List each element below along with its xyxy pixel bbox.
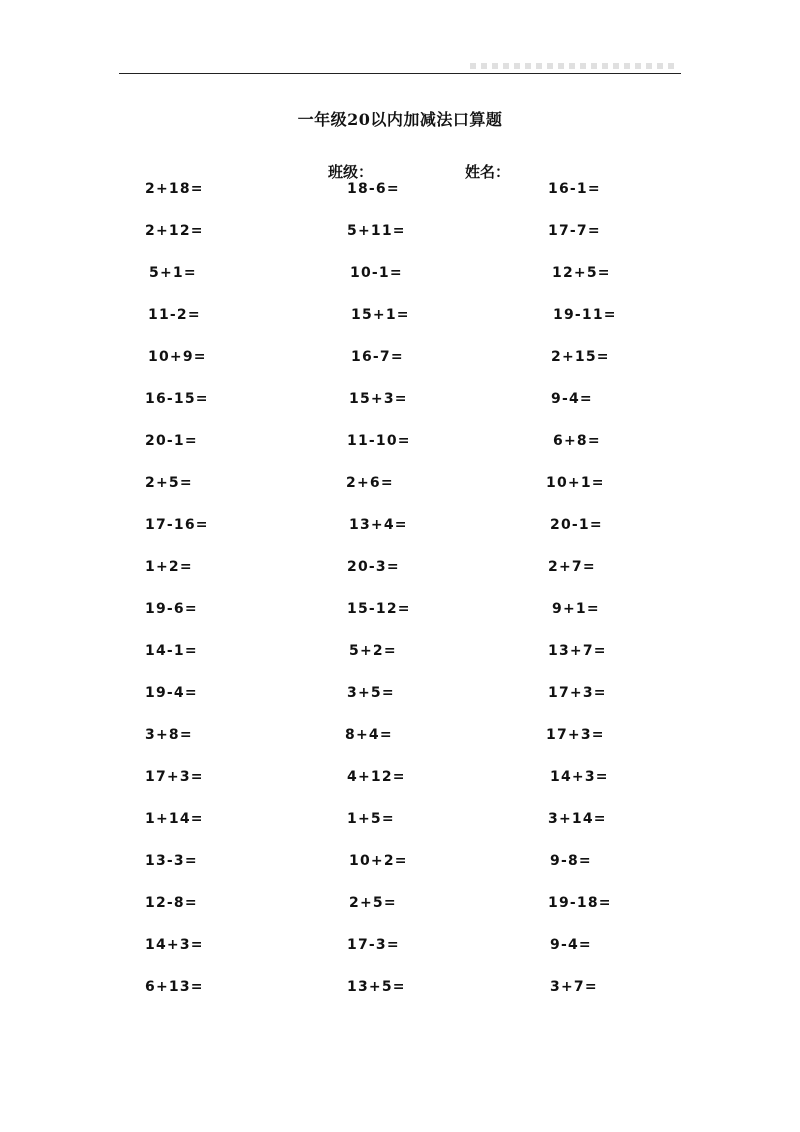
problem-row	[0, 555, 800, 597]
problem-row	[0, 723, 800, 765]
problem-item: 3+5=	[347, 685, 395, 701]
problem-row	[0, 639, 800, 681]
problem-item: 8+4=	[345, 727, 393, 743]
problem-item: 6+8=	[553, 433, 601, 449]
problem-row	[0, 387, 800, 429]
problem-item: 2+7=	[548, 559, 596, 575]
problem-item: 3+14=	[548, 811, 607, 827]
problem-item: 19-18=	[548, 895, 612, 911]
problem-item: 9+1=	[552, 601, 600, 617]
problem-item: 2+12=	[145, 223, 204, 239]
problem-grid	[0, 177, 800, 1017]
problem-item: 2+18=	[145, 181, 204, 197]
problem-item: 20-1=	[145, 433, 198, 449]
problem-item: 5+2=	[349, 643, 397, 659]
problem-row	[0, 345, 800, 387]
problem-item: 17-7=	[548, 223, 601, 239]
problem-item: 10+9=	[148, 349, 207, 365]
problem-item: 20-1=	[550, 517, 603, 533]
problem-item: 17-16=	[145, 517, 209, 533]
problem-item: 1+5=	[347, 811, 395, 827]
problem-item: 15+1=	[351, 307, 410, 323]
problem-item: 13-3=	[145, 853, 198, 869]
header-faint-text	[470, 63, 678, 69]
problem-item: 17-3=	[347, 937, 400, 953]
problem-item: 17+3=	[145, 769, 204, 785]
problem-row	[0, 261, 800, 303]
problem-item: 15+3=	[349, 391, 408, 407]
problem-item: 9-4=	[550, 937, 592, 953]
page-title: 一年级20以内加减法口算题	[297, 110, 503, 129]
problem-item: 6+13=	[145, 979, 204, 995]
problem-item: 16-15=	[145, 391, 209, 407]
problem-row	[0, 513, 800, 555]
problem-item: 2+15=	[551, 349, 610, 365]
problem-item: 14+3=	[550, 769, 609, 785]
problem-item: 10+2=	[349, 853, 408, 869]
problem-item: 3+8=	[145, 727, 193, 743]
problem-item: 3+7=	[550, 979, 598, 995]
problem-item: 19-6=	[145, 601, 198, 617]
problem-item: 16-1=	[548, 181, 601, 197]
problem-item: 17+3=	[546, 727, 605, 743]
problem-item: 9-4=	[551, 391, 593, 407]
problem-item: 13+7=	[548, 643, 607, 659]
problem-row	[0, 933, 800, 975]
problem-item: 1+2=	[145, 559, 193, 575]
problem-row	[0, 807, 800, 849]
problem-item: 1+14=	[145, 811, 204, 827]
problem-item: 11-2=	[148, 307, 201, 323]
problem-row	[0, 471, 800, 513]
problem-row	[0, 765, 800, 807]
problem-row	[0, 429, 800, 471]
problem-item: 2+5=	[145, 475, 193, 491]
problem-item: 18-6=	[347, 181, 400, 197]
problem-item: 16-7=	[351, 349, 404, 365]
problem-item: 14-1=	[145, 643, 198, 659]
class-label: 班级：	[328, 163, 374, 181]
problem-item: 10-1=	[350, 265, 403, 281]
problem-row	[0, 681, 800, 723]
problem-item: 17+3=	[548, 685, 607, 701]
problem-row	[0, 891, 800, 933]
problem-item: 13+5=	[347, 979, 406, 995]
problem-item: 4+12=	[347, 769, 406, 785]
problem-row	[0, 177, 800, 219]
problem-item: 19-4=	[145, 685, 198, 701]
problem-item: 14+3=	[145, 937, 204, 953]
problem-item: 9-8=	[550, 853, 592, 869]
problem-item: 5+1=	[149, 265, 197, 281]
problem-row	[0, 849, 800, 891]
name-label: 姓名：	[465, 163, 511, 181]
problem-row	[0, 597, 800, 639]
problem-item: 12+5=	[552, 265, 611, 281]
problem-item: 12-8=	[145, 895, 198, 911]
header-rule	[119, 73, 681, 74]
problem-item: 20-3=	[347, 559, 400, 575]
problem-item: 2+5=	[349, 895, 397, 911]
problem-item: 2+6=	[346, 475, 394, 491]
problem-row	[0, 219, 800, 261]
problem-row	[0, 975, 800, 1017]
problem-item: 13+4=	[349, 517, 408, 533]
problem-item: 11-10=	[347, 433, 411, 449]
problem-item: 5+11=	[347, 223, 406, 239]
problem-item: 10+1=	[546, 475, 605, 491]
problem-item: 15-12=	[347, 601, 411, 617]
problem-row	[0, 303, 800, 345]
problem-item: 19-11=	[553, 307, 617, 323]
